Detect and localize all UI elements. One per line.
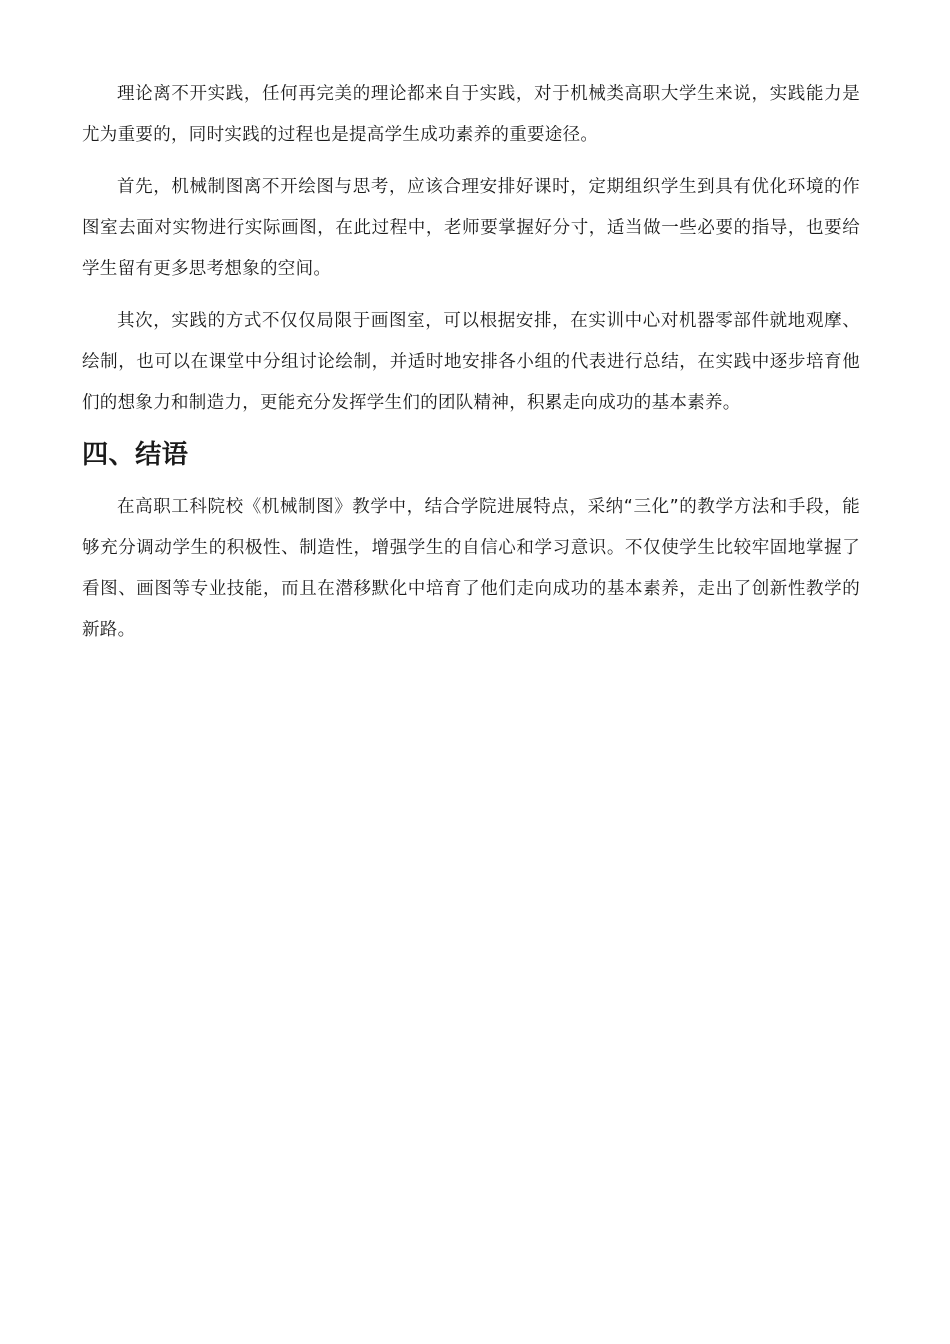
section-heading: 四、结语 <box>82 440 189 470</box>
paragraph: 在高职工科院校《机械制图》教学中，结合学院进展特点，采纳“三化”的教学方法和手段，能够充分调动学生的积极性、制造性，增强学生的自信心和学习意识。不仅使学生比较牢固地掌握了看图、画图等专业技能，而且在潜移默化中培育了他们走向成功的基本素养，走出了创新性教学的新路。 <box>82 497 860 640</box>
document-body <box>82 74 860 662</box>
paragraph: 首先，机械制图离不开绘图与思考，应该合理安排好课时，定期组织学生到具有优化环境的作图室去面对实物进行实际画图，在此过程中，老师要掌握好分寸，适当做一些必要的指导，也要给学生留有更多思考想象的空间。 <box>82 177 860 279</box>
paragraph: 理论离不开实践，任何再完美的理论都来自于实践，对于机械类高职大学生来说，实践能力是尤为重要的，同时实践的过程也是提高学生成功素养的重要途径。 <box>82 84 860 145</box>
paragraph: 其次，实践的方式不仅仅局限于画图室，可以根据安排，在实训中心对机器零部件就地观摩、绘制，也可以在课堂中分组讨论绘制，并适时地安排各小组的代表进行总结，在实践中逐步培育他们的想象力和制造力，更能充分发挥学生们的团队精神，积累走向成功的基本素养。 <box>82 311 860 413</box>
